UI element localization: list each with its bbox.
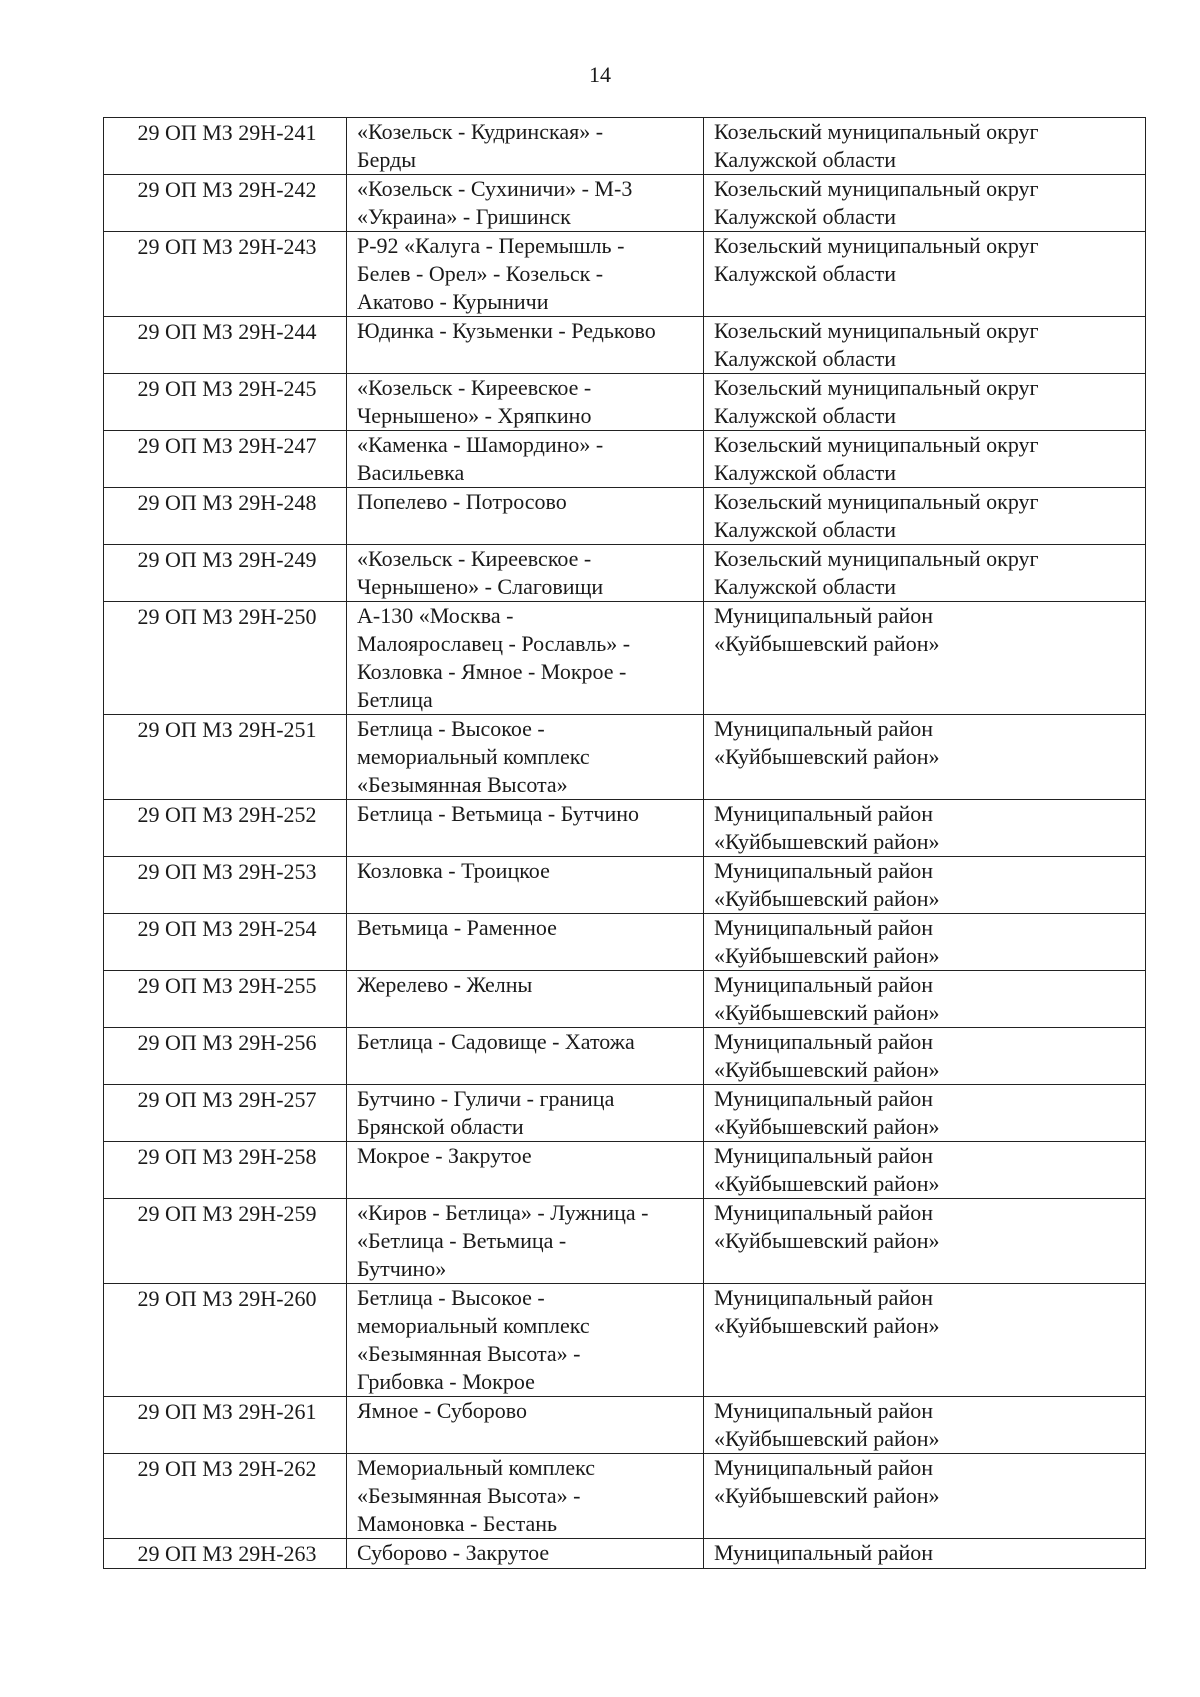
road-code-cell: 29 ОП МЗ 29Н-253 [104,857,347,914]
table-row [104,602,1146,715]
road-code-cell: 29 ОП МЗ 29Н-248 [104,488,347,545]
page-number: 14 [589,62,611,87]
road-route-cell: «Козельск - Сухиничи» - М-3 «Украина» - Гришинск [347,175,704,232]
roads-table-body [104,118,1146,1569]
road-route-cell: Ямное - Суборово [347,1397,704,1454]
road-district-cell: Муниципальный район «Куйбышевский район» [704,602,1146,715]
road-code-cell: 29 ОП МЗ 29Н-257 [104,1085,347,1142]
road-district-cell: Козельский муниципальный округ Калужской области [704,545,1146,602]
road-route-cell: А-130 «Москва - Малоярославец - Рославль» - Козловка - Ямное - Мокрое - Бетлица [347,602,704,715]
road-district-cell: Муниципальный район «Куйбышевский район» [704,1284,1146,1397]
table-row [104,1397,1146,1454]
table-row [104,971,1146,1028]
road-code-cell: 29 ОП МЗ 29Н-261 [104,1397,347,1454]
road-route-cell: Суборово - Закрутое [347,1539,704,1569]
road-route-cell: Р-92 «Калуга - Перемышль - Белев - Орел» - Козельск - Акатово - Курыничи [347,232,704,317]
road-district-cell: Козельский муниципальный округ Калужской области [704,317,1146,374]
table-row [104,232,1146,317]
road-code-cell: 29 ОП МЗ 29Н-242 [104,175,347,232]
table-row [104,1028,1146,1085]
road-route-cell: Юдинка - Кузьменки - Редьково [347,317,704,374]
table-row [104,715,1146,800]
road-code-cell: 29 ОП МЗ 29Н-255 [104,971,347,1028]
road-route-cell: Ветьмица - Раменное [347,914,704,971]
road-route-cell: «Каменка - Шамордино» - Васильевка [347,431,704,488]
road-code-cell: 29 ОП МЗ 29Н-258 [104,1142,347,1199]
table-row [104,1142,1146,1199]
road-route-cell: Попелево - Потросово [347,488,704,545]
road-route-cell: Бетлица - Высокое - мемориальный комплекс «Безымянная Высота» [347,715,704,800]
table-row [104,1539,1146,1569]
road-route-cell: «Козельск - Киреевское - Чернышено» - Хряпкино [347,374,704,431]
road-code-cell: 29 ОП МЗ 29Н-263 [104,1539,347,1569]
road-code-cell: 29 ОП МЗ 29Н-247 [104,431,347,488]
road-district-cell: Козельский муниципальный округ Калужской области [704,118,1146,175]
road-district-cell: Муниципальный район «Куйбышевский район» [704,1454,1146,1539]
road-district-cell: Козельский муниципальный округ Калужской области [704,175,1146,232]
table-row [104,488,1146,545]
road-district-cell: Муниципальный район «Куйбышевский район» [704,1199,1146,1284]
road-route-cell: Бетлица - Высокое - мемориальный комплекс «Безымянная Высота» - Грибовка - Мокрое [347,1284,704,1397]
road-code-cell: 29 ОП МЗ 29Н-241 [104,118,347,175]
table-row [104,431,1146,488]
road-route-cell: «Козельск - Киреевское - Чернышено» - Слаговищи [347,545,704,602]
road-route-cell: Мокрое - Закрутое [347,1142,704,1199]
road-district-cell: Муниципальный район «Куйбышевский район» [704,971,1146,1028]
road-code-cell: 29 ОП МЗ 29Н-245 [104,374,347,431]
road-code-cell: 29 ОП МЗ 29Н-254 [104,914,347,971]
road-route-cell: Жерелево - Желны [347,971,704,1028]
road-district-cell: Муниципальный район «Куйбышевский район» [704,715,1146,800]
table-row [104,374,1146,431]
road-code-cell: 29 ОП МЗ 29Н-260 [104,1284,347,1397]
road-code-cell: 29 ОП МЗ 29Н-243 [104,232,347,317]
table-row [104,545,1146,602]
road-code-cell: 29 ОП МЗ 29Н-244 [104,317,347,374]
road-code-cell: 29 ОП МЗ 29Н-259 [104,1199,347,1284]
road-code-cell: 29 ОП МЗ 29Н-252 [104,800,347,857]
road-district-cell: Муниципальный район «Куйбышевский район» [704,1028,1146,1085]
road-route-cell: «Киров - Бетлица» - Лужница - «Бетлица - Ветьмица - Бутчино» [347,1199,704,1284]
table-row [104,118,1146,175]
road-district-cell: Козельский муниципальный округ Калужской области [704,374,1146,431]
road-district-cell: Муниципальный район [704,1539,1146,1569]
road-code-cell: 29 ОП МЗ 29Н-262 [104,1454,347,1539]
table-row [104,857,1146,914]
road-district-cell: Муниципальный район «Куйбышевский район» [704,1397,1146,1454]
table-row [104,175,1146,232]
road-route-cell: «Козельск - Кудринская» - Берды [347,118,704,175]
road-code-cell: 29 ОП МЗ 29Н-251 [104,715,347,800]
table-row [104,800,1146,857]
road-route-cell: Козловка - Троицкое [347,857,704,914]
road-district-cell: Козельский муниципальный округ Калужской области [704,232,1146,317]
road-route-cell: Мемориальный комплекс «Безымянная Высота» - Мамоновка - Бестань [347,1454,704,1539]
roads-table [103,117,1146,1569]
road-district-cell: Козельский муниципальный округ Калужской области [704,431,1146,488]
road-route-cell: Бутчино - Гуличи - граница Брянской области [347,1085,704,1142]
road-district-cell: Муниципальный район «Куйбышевский район» [704,1085,1146,1142]
table-row [104,914,1146,971]
road-district-cell: Муниципальный район «Куйбышевский район» [704,800,1146,857]
road-route-cell: Бетлица - Садовище - Хатожа [347,1028,704,1085]
table-row [104,1199,1146,1284]
table-row [104,1454,1146,1539]
road-district-cell: Муниципальный район «Куйбышевский район» [704,1142,1146,1199]
table-row [104,1284,1146,1397]
road-route-cell: Бетлица - Ветьмица - Бутчино [347,800,704,857]
table-row [104,1085,1146,1142]
road-district-cell: Козельский муниципальный округ Калужской области [704,488,1146,545]
road-code-cell: 29 ОП МЗ 29Н-249 [104,545,347,602]
road-code-cell: 29 ОП МЗ 29Н-256 [104,1028,347,1085]
road-code-cell: 29 ОП МЗ 29Н-250 [104,602,347,715]
road-district-cell: Муниципальный район «Куйбышевский район» [704,857,1146,914]
table-row [104,317,1146,374]
road-district-cell: Муниципальный район «Куйбышевский район» [704,914,1146,971]
